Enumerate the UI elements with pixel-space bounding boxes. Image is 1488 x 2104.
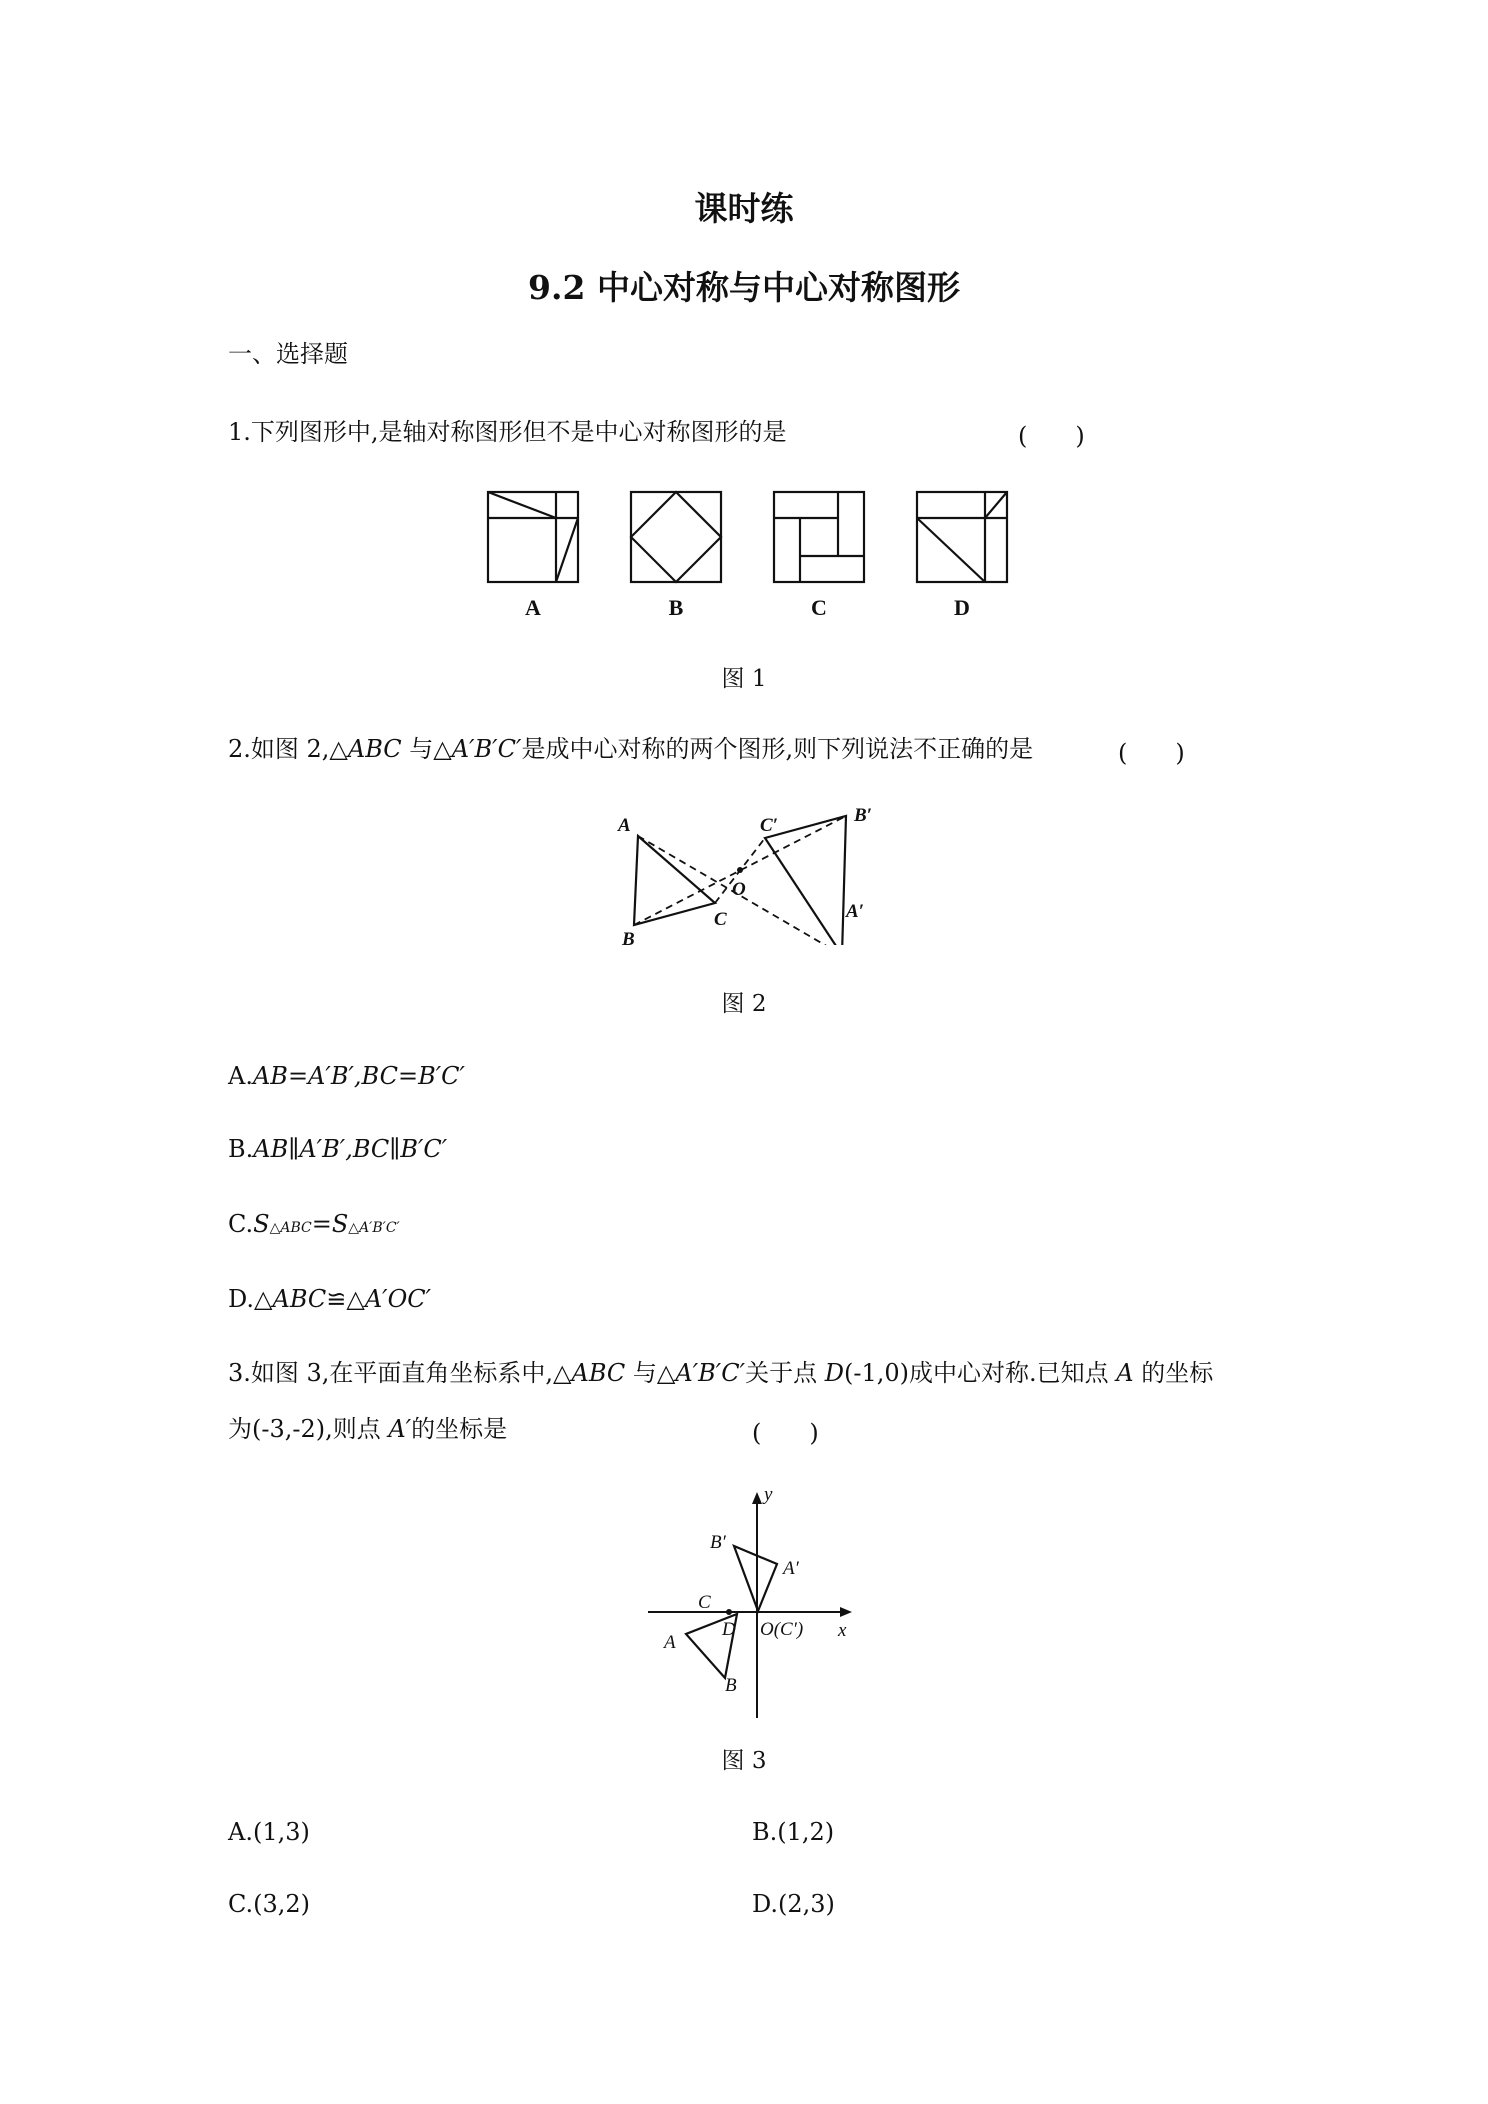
label-y: y xyxy=(764,1484,773,1505)
lesson-title: 9.2 中心对称与中心对称图形 xyxy=(528,268,960,307)
q2-stem: 2.如图 2,△ABC 与△A′B′C′是成中心对称的两个图形,则下列说法不正确的是 xyxy=(228,735,1034,763)
figure-1-caption: 图 1 xyxy=(721,666,767,692)
label-d: D xyxy=(722,1619,736,1640)
q1-figure xyxy=(470,480,1030,630)
q3-option-b: B.(1,2) xyxy=(752,1818,835,1846)
label-ap: A′ xyxy=(783,1558,799,1579)
q3-option-d: D.(2,3) xyxy=(752,1890,835,1918)
q2-option-c: C.S△ABC=S△A′B′C′ xyxy=(228,1210,400,1238)
q3-option-c: C.(3,2) xyxy=(228,1890,311,1918)
label-c: C xyxy=(714,909,727,930)
x-axis-arrow xyxy=(840,1607,852,1617)
center-point-o xyxy=(737,867,743,873)
label-o-cp: O(C′) xyxy=(760,1619,804,1640)
q1-stem: 1.下列图形中,是轴对称图形但不是中心对称图形的是 xyxy=(228,418,787,446)
label-bp: B′ xyxy=(710,1532,726,1553)
q1-choice-c: C xyxy=(811,595,827,620)
label-b: B xyxy=(622,929,635,945)
label-c: C xyxy=(698,1592,711,1613)
figure-2-caption: 图 2 xyxy=(721,991,767,1017)
q1-figure-d xyxy=(917,492,1007,582)
label-cp: C′ xyxy=(760,815,779,836)
q2-figure xyxy=(600,795,900,945)
label-b: B xyxy=(725,1675,737,1696)
q2-answer-paren: ( ) xyxy=(1118,739,1185,767)
q1-choice-b: B xyxy=(668,595,684,620)
label-x: x xyxy=(838,1620,847,1641)
q1-answer-paren: ( ) xyxy=(1018,422,1085,450)
figure-3-caption: 图 3 xyxy=(721,1748,767,1774)
label-a: A xyxy=(664,1632,676,1653)
label-o: O xyxy=(732,879,746,900)
label-ap: A′ xyxy=(846,901,865,922)
q3-coordinate-figure xyxy=(640,1478,870,1723)
q1-figure-a xyxy=(488,492,578,582)
q3-stem-line-1: 3.如图 3,在平面直角坐标系中,△ABC 与△A′B′C′关于点 D(-1,0)成中心对称.已知点 A 的坐标 xyxy=(228,1359,1214,1387)
triangle-abc xyxy=(634,836,715,925)
page-title: 课时练 xyxy=(694,189,794,228)
label-a: A xyxy=(618,815,631,836)
q1-choice-a: A xyxy=(525,595,541,620)
q2-option-b: B.AB∥A′B′,BC∥B′C′ xyxy=(228,1135,448,1163)
triangle-apbpcp xyxy=(734,1546,777,1611)
q3-answer-paren: ( ) xyxy=(752,1419,819,1447)
q1-figure-b xyxy=(631,492,721,582)
q2-option-d: D.△ABC≌△A′OC′ xyxy=(228,1285,432,1313)
q3-stem-line-2: 为(-3,-2),则点 A′的坐标是 xyxy=(228,1415,508,1443)
point-d xyxy=(726,1609,732,1615)
q3-option-a: A.(1,3) xyxy=(228,1818,310,1846)
q2-option-a: A.AB=A′B′,BC=B′C′ xyxy=(228,1062,465,1090)
q1-figure-c xyxy=(774,492,864,582)
label-bp: B′ xyxy=(854,805,873,826)
q1-choice-d: D xyxy=(954,595,970,620)
section-label: 一、选择题 xyxy=(228,340,348,368)
y-axis-arrow xyxy=(752,1492,762,1504)
